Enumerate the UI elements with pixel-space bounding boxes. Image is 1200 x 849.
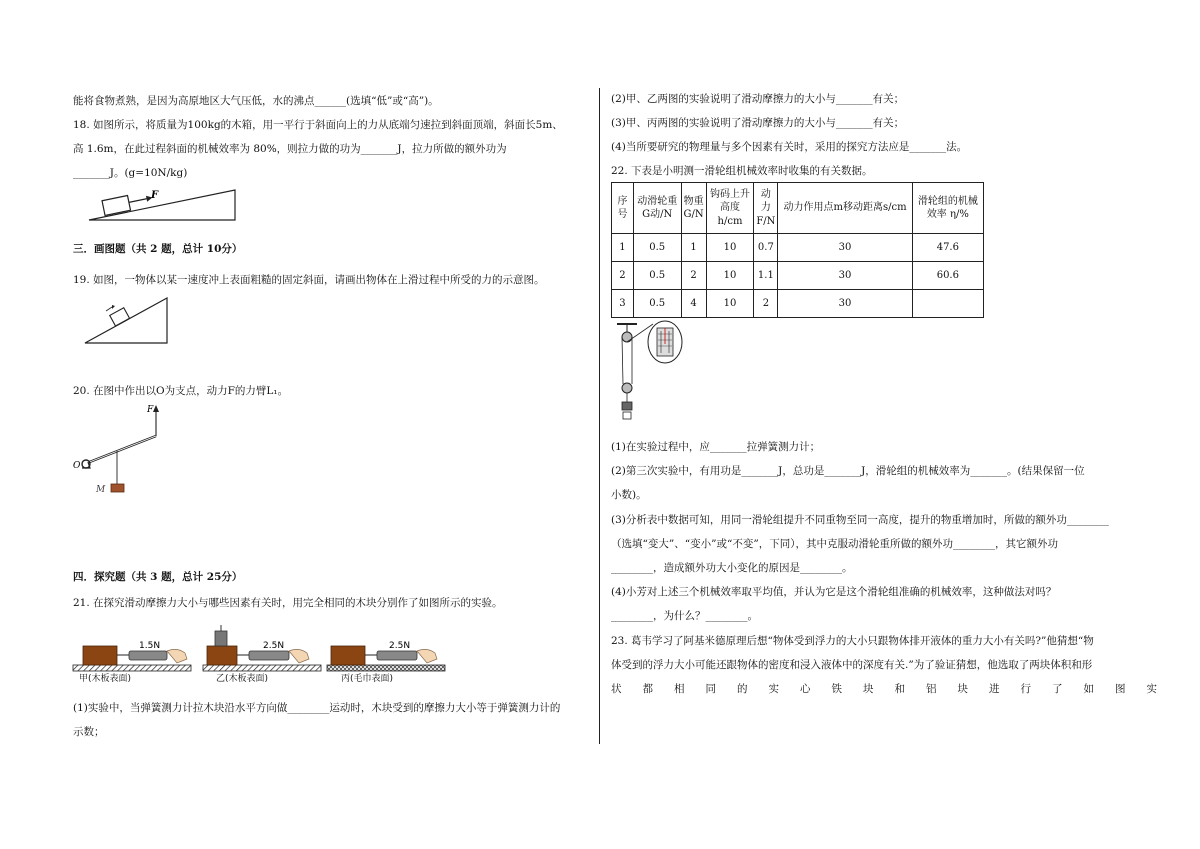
q21-part2: (2)甲、乙两图的实验说明了滑动摩擦力的大小与_______有关；: [611, 93, 905, 105]
experiment-yi: [203, 625, 321, 671]
table-cell: 47.6: [912, 234, 983, 262]
table-row: [612, 234, 984, 262]
pivot-label-o: O: [73, 461, 81, 471]
q21-part1-line1: (1)实验中，当弹簧测力计拉木块沿水平方向做________运动时，木块受到的摩擦力大小等于弹簧测力计的: [73, 702, 561, 714]
table-row: [612, 290, 984, 318]
q21-text: 21. 在探究滑动摩擦力大小与哪些因素有关时，用完全相同的木块分别作了如图所示的实验。: [73, 597, 503, 609]
sliding-block: [110, 308, 130, 326]
q18-line2: 高 1.6m，在此过程斜面的机械效率为 80%，则拉力做的功为_______J，拉力所做的额外功为: [73, 143, 507, 155]
q22-part4-line1: (4)小芳对上述三个机械效率取平均值，并认为它是这个滑轮组准确的机械效率，这种做法对吗？: [611, 586, 1057, 598]
q21-part1-line2: 示数；: [73, 726, 105, 738]
header-cell: 动力作用点m移动距离s/cm: [778, 183, 912, 234]
table-cell: 10: [706, 290, 754, 318]
q23-line3: 状 都 相 同 的 实 心 铁 块 和 铝 块 进 行 了 如 图 实: [611, 683, 1157, 695]
column-divider: [599, 88, 600, 744]
table-cell: 1: [612, 234, 634, 262]
q17-tail: 能将食物煮熟，是因为高原地区大气压低，水的沸点______(选填“低”或“高”)。: [73, 95, 439, 107]
header-cell: 序号: [612, 183, 634, 234]
pulley-data-table: [611, 182, 984, 318]
q22-part3-line3: ________，造成额外功大小变化的原因是________。: [611, 562, 853, 574]
table-cell: 2: [681, 262, 706, 290]
fixed-pulley: [622, 332, 632, 342]
q23-line1: 23. 葛韦学习了阿基米德原理后想“物体受到浮力的大小只跟物体排开液体的重力大小有关吗?”他猜想“物: [611, 635, 1094, 647]
table-cell: 3: [612, 290, 634, 318]
q22-part4-line2: ________，为什么？________。: [611, 610, 758, 622]
q22-text: 22. 下表是小明测一滑轮组机械效率时收集的有关数据。: [611, 165, 873, 177]
header-cell: 物重G/N: [681, 183, 706, 234]
table-cell: 30: [778, 234, 912, 262]
q18-incline-figure: [87, 188, 237, 222]
weight-label-m: M: [96, 485, 106, 495]
table-cell: 10: [706, 262, 754, 290]
experiment-bing: [327, 641, 445, 671]
reading-jia: 1.5N: [139, 641, 161, 651]
q22-part3-line2: （选填“变大”、“变小”或“不变”，下同），其中克服动滑轮重所做的额外功________，其它额外功: [611, 538, 1058, 550]
experiment-jia: [73, 641, 191, 671]
q18-line1: 18. 如图所示，将质量为100kg的木箱，用一平行于斜面向上的力从底端匀速拉到斜面顶端，斜面长5m、: [73, 119, 563, 131]
reading-yi: 2.5N: [263, 641, 285, 651]
table-cell: 1: [681, 234, 706, 262]
table-cell: 30: [778, 262, 912, 290]
table-row: [612, 262, 984, 290]
q20-force-label: F: [147, 405, 154, 415]
q21-part3: (3)甲、丙两图的实验说明了滑动摩擦力的大小与_______有关；: [611, 117, 905, 129]
pulley-apparatus-figure: [615, 320, 685, 426]
q22-part2-line2: 小数)。: [611, 489, 647, 501]
caption-jia: 甲(木板表面): [79, 674, 132, 684]
table-cell: 0.7: [754, 234, 778, 262]
extra-weight: [215, 631, 227, 646]
section-3-title: 三．画图题（共 2 题，总计 10分）: [73, 243, 243, 255]
table-cell: 2: [754, 290, 778, 318]
section-4-title: 四．探究题（共 3 题，总计 25分）: [73, 571, 243, 583]
table-cell: 60.6: [912, 262, 983, 290]
q21-part4: (4)当所要研究的物理量与多个因素有关时，采用的探究方法应是_______法。: [611, 141, 968, 153]
table-cell: 10: [706, 234, 754, 262]
header-cell: 动滑轮重G动/N: [633, 183, 681, 234]
table-cell: 4: [681, 290, 706, 318]
table-cell: 0.5: [633, 290, 681, 318]
header-cell: 滑轮组的机械效率 η/%: [912, 183, 983, 234]
q22-part2-line1: (2)第三次实验中，有用功是_______J，总功是_______J，滑轮组的机械效率为_______。(结果保留一位: [611, 465, 1085, 477]
table-cell: 0.5: [633, 234, 681, 262]
q23-line2: 体受到的浮力大小可能还跟物体的密度和浸入液体中的深度有关.”为了验证猜想，他选取了两块体积和形: [611, 659, 1093, 671]
q19-text: 19. 如图，一物体以某一速度冲上表面粗糙的固定斜面，请画出物体在上滑过程中所受的力的示意图。: [73, 274, 545, 286]
table-cell: 1.1: [754, 262, 778, 290]
force-label-f: F: [151, 190, 159, 201]
q22-part3-line1: (3)分析表中数据可知，用同一滑轮组提升不同重物至同一高度，提升的物重增加时，所做的额外功________: [611, 514, 1109, 526]
table-cell: 0.5: [633, 262, 681, 290]
table-cell: 30: [778, 290, 912, 318]
reading-bing: 2.5N: [389, 641, 411, 651]
header-cell: 钩码上升高度h/cm: [706, 183, 754, 234]
caption-yi: 乙(木板表面): [216, 674, 269, 684]
hook-weight: [622, 402, 632, 410]
table-cell: [912, 290, 983, 318]
table-cell: 2: [612, 262, 634, 290]
movable-pulley: [622, 383, 632, 393]
header-cell: 动力F/N: [754, 183, 778, 234]
caption-bing: 丙(毛巾表面): [341, 674, 394, 684]
q18-line3: _______J。(g=10N/kg): [73, 167, 188, 179]
q20-lever-figure: [73, 402, 173, 507]
q19-incline-figure: [83, 296, 169, 346]
table-header-row: [612, 183, 984, 234]
q22-part1: (1)在实验过程中，应_______拉弹簧测力计；: [611, 441, 821, 453]
q20-text: 20. 在图中作出以O为支点，动力F的力臂L₁。: [73, 385, 289, 397]
hanging-weight: [111, 484, 124, 492]
